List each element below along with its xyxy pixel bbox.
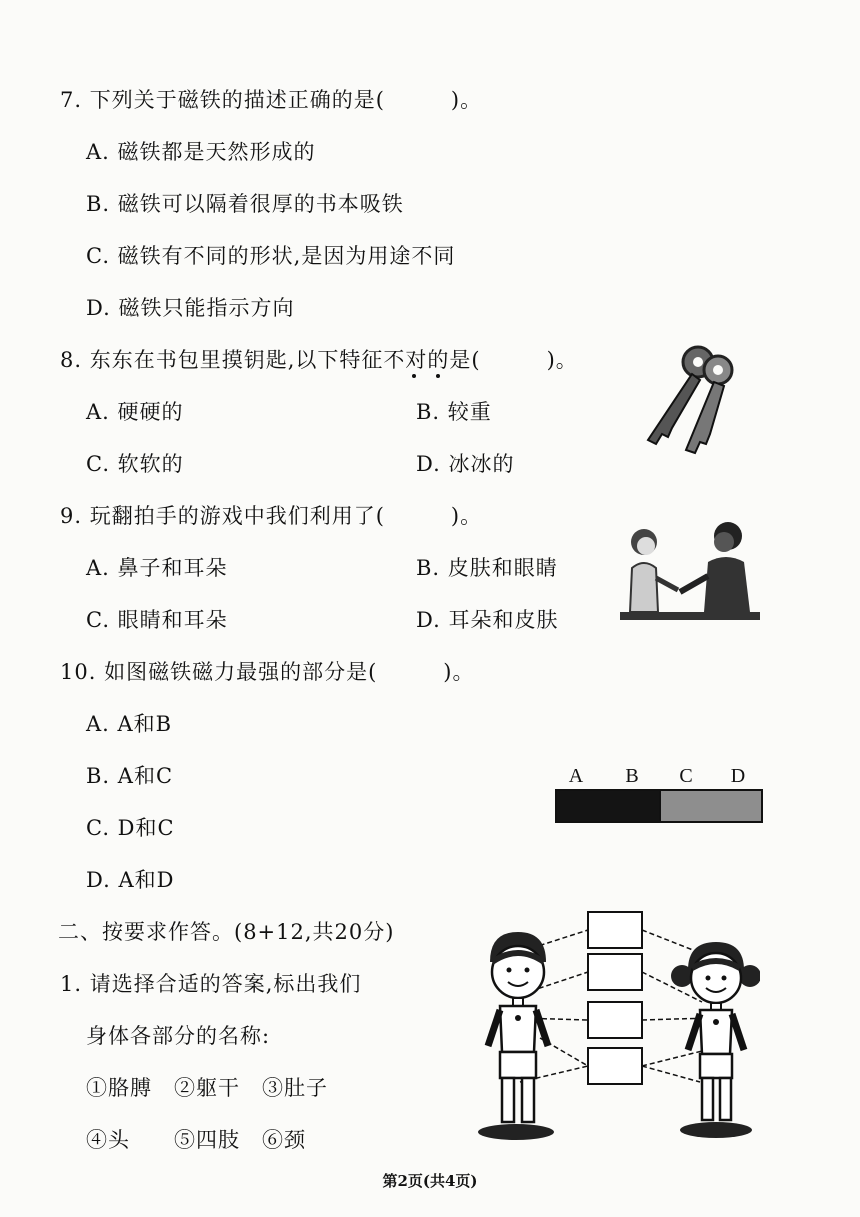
q8-stem: 8. 东东在书包里摸钥匙,以下特征不对的是( )。 xyxy=(60,348,578,372)
section2-q1-line2: 身体各部分的名称: xyxy=(86,1024,271,1048)
q8-option-d: D. 冰冰的 xyxy=(416,452,515,476)
girl-figure xyxy=(671,942,760,1138)
q9-option-a: A. 鼻子和耳朵 xyxy=(86,556,228,580)
emphasis-dot xyxy=(412,374,416,378)
clapping-game-image xyxy=(620,518,760,620)
magnet-label-a: A xyxy=(568,765,584,787)
answer-box xyxy=(588,1048,642,1084)
section2-q1-line1: 1. 请选择合适的答案,标出我们 xyxy=(60,972,362,996)
q7-option-a: A. 磁铁都是天然形成的 xyxy=(86,140,316,164)
q10-option-c: C. D和C xyxy=(86,816,175,840)
magnet-label-b: B xyxy=(625,765,639,787)
bar-magnet-diagram xyxy=(554,760,766,824)
body-parts-diagram xyxy=(470,906,760,1146)
q7-stem: 7. 下列关于磁铁的描述正确的是( )。 xyxy=(60,88,483,112)
answer-box xyxy=(588,954,642,990)
answer-box xyxy=(588,1002,642,1038)
q8-option-c: C. 软软的 xyxy=(86,452,184,476)
q7-option-c: C. 磁铁有不同的形状,是因为用途不同 xyxy=(86,244,456,268)
q10-stem: 10. 如图磁铁磁力最强的部分是( )。 xyxy=(60,660,475,684)
magnet-label-d: D xyxy=(730,765,746,787)
q10-option-d: D. A和D xyxy=(86,868,175,892)
magnet-label-c: C xyxy=(679,765,693,787)
q7-option-d: D. 磁铁只能指示方向 xyxy=(86,296,295,320)
answer-box xyxy=(588,912,642,948)
body-parts-choices-row2: ④头 ⑤四肢 ⑥颈 xyxy=(86,1128,306,1152)
emphasis-dot xyxy=(436,374,440,378)
q8-option-b: B. 较重 xyxy=(416,400,492,424)
section2-heading: 二、按要求作答。(8+12,共20分) xyxy=(58,920,395,944)
q9-option-b: B. 皮肤和眼睛 xyxy=(416,556,558,580)
q9-option-c: C. 眼睛和耳朵 xyxy=(86,608,228,632)
q7-option-b: B. 磁铁可以隔着很厚的书本吸铁 xyxy=(86,192,404,216)
body-parts-choices-row1: ①胳膊 ②躯干 ③肚子 xyxy=(86,1076,328,1100)
q9-option-d: D. 耳朵和皮肤 xyxy=(416,608,559,632)
q10-option-b: B. A和C xyxy=(86,764,174,788)
q8-option-a: A. 硬硬的 xyxy=(86,400,184,424)
page-footer: 第2页(共4页) xyxy=(382,1172,478,1190)
q10-option-a: A. A和B xyxy=(86,712,173,736)
boy-figure xyxy=(478,932,554,1140)
keys-image xyxy=(640,342,740,457)
q9-stem: 9. 玩翻拍手的游戏中我们利用了( )。 xyxy=(60,504,483,528)
